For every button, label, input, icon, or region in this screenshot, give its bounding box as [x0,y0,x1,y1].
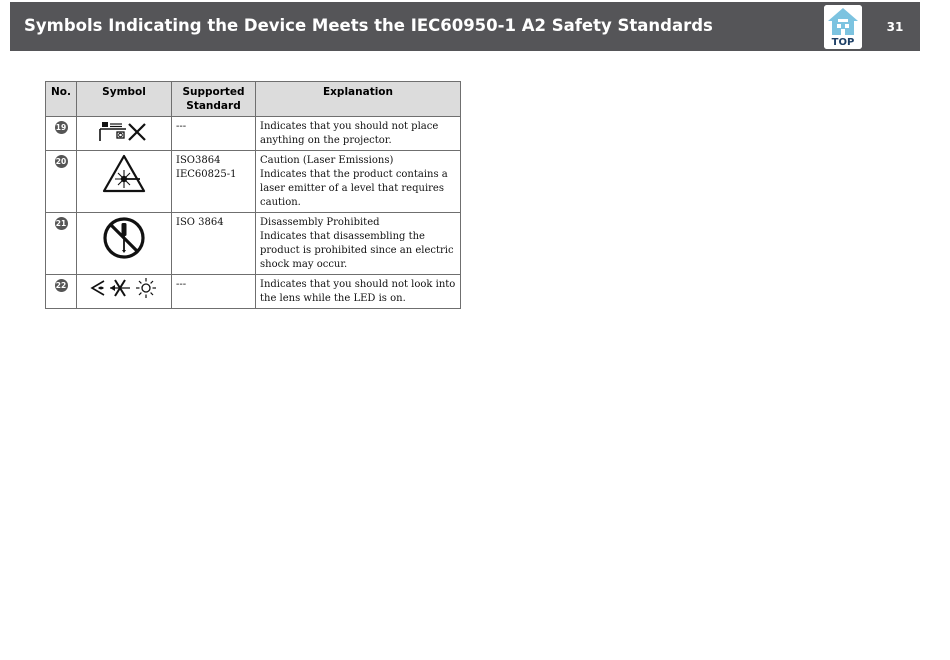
top-label: TOP [831,37,855,48]
explanation-cell [256,151,461,213]
column-header-standard-line2: Standard [186,100,241,112]
column-header-no: No. [46,82,77,117]
column-header-standard [172,82,256,117]
do-not-look-into-lens-icon [88,277,160,299]
symbol-cell [77,275,172,309]
table-row [46,213,461,275]
explanation-text: Indicates that the product contains a laser emitter of a level that requires caution. [260,169,448,208]
explanation-cell [256,213,461,275]
explanation-cell [256,275,461,309]
row-number: 19 [55,123,67,132]
row-number: 20 [55,157,67,166]
row-number-cell [46,117,77,151]
table-row [46,275,461,309]
symbol-cell [77,213,172,275]
standard-text: --- [176,121,187,132]
page-header [10,2,920,51]
explanation-text: Indicates that disassembling the product is prohibited since an electric shock may occur. [260,231,454,270]
column-header-symbol: Symbol [77,82,172,117]
do-not-place-objects-icon [96,119,152,145]
standard-cell [172,275,256,309]
explanation-text: Indicates that you should not place anything on the projector. [260,121,439,146]
standard-cell [172,151,256,213]
symbols-table [45,81,461,309]
standard-text: ISO3864 [176,155,221,166]
table-row [46,117,461,151]
standard-cell [172,117,256,151]
explanation-heading: Caution (Laser Emissions) [260,155,394,166]
table-row [46,151,461,213]
table-header-row [46,82,461,117]
row-number-cell [46,275,77,309]
row-number: 21 [55,219,67,228]
standard-cell [172,213,256,275]
standard-text: IEC60825-1 [176,169,237,180]
explanation-cell [256,117,461,151]
disassembly-prohibited-icon [101,215,147,261]
row-number-cell [46,213,77,275]
standard-text: --- [176,279,187,290]
symbol-cell [77,117,172,151]
explanation-text: Indicates that you should not look into the lens while the LED is on. [260,279,456,304]
page-title: Symbols Indicating the Device Meets the IEC60950-1 A2 Safety Standards [24,16,713,35]
column-header-explanation: Explanation [256,82,461,117]
row-number-cell [46,151,77,213]
symbol-cell [77,151,172,213]
standard-text: ISO 3864 [176,217,224,228]
column-header-standard-line1: Supported [182,86,245,98]
explanation-heading: Disassembly Prohibited [260,217,380,228]
top-button[interactable] [824,5,862,49]
row-number: 22 [55,281,67,290]
laser-warning-icon [101,153,147,195]
page-number: 31 [886,20,904,34]
